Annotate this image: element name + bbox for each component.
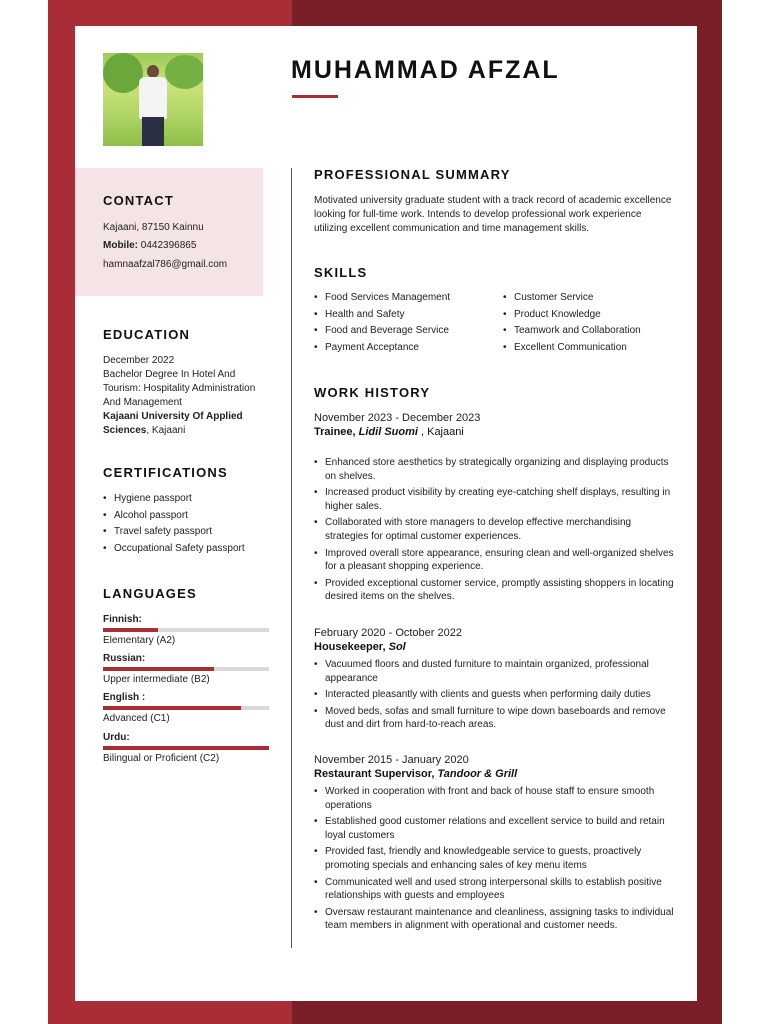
- job-bullet: • Improved overall store appearance, ensuring clean and well-organized shelves for a pleasant shopping experience.: [314, 547, 674, 574]
- certification-item: • Travel safety passport: [103, 525, 273, 539]
- job-role: Housekeeper: [314, 641, 383, 653]
- job-bullet: • Provided exceptional customer service, promptly assisting shoppers in locating desired items on the shelves.: [314, 577, 674, 604]
- language-bar: [103, 746, 269, 750]
- job-company: Sol: [388, 641, 406, 653]
- work-history-title: WORK HISTORY: [314, 385, 431, 400]
- skill-item: • Health and Safety: [314, 308, 494, 322]
- education-school-line: [103, 410, 271, 438]
- job-bullet: • Interacted pleasantly with clients and guests when performing daily duties: [314, 688, 674, 702]
- job-company: Lidil Suomi: [358, 426, 418, 438]
- contact-email: hamnaafzal786@gmail.com: [103, 259, 228, 270]
- job-role: Restaurant Supervisor: [314, 768, 432, 780]
- language-bar: [103, 667, 269, 671]
- job-entry-supervisor: [314, 753, 674, 936]
- job-dates: February 2020 - October 2022: [314, 627, 462, 639]
- education-date: December 2022: [103, 355, 175, 366]
- language-level: Elementary (A2): [103, 635, 176, 646]
- language-level: Bilingual or Proficient (C2): [103, 753, 220, 764]
- education-title: EDUCATION: [103, 327, 191, 342]
- job-bullet: • Established good customer relations and excellent service to build and retain loyal customers: [314, 815, 674, 842]
- job-bullet: • Increased product visibility by creating eye-catching shelf displays, resulting in higher sales.: [314, 486, 674, 513]
- language-english: [103, 691, 269, 725]
- job-bullet: • Enhanced store aesthetics by strategically organizing and displaying products on shelves.: [314, 456, 674, 483]
- language-bar: [103, 628, 269, 632]
- language-level: Upper intermediate (B2): [103, 674, 210, 685]
- certifications-title: CERTIFICATIONS: [103, 465, 228, 480]
- skill-item: • Customer Service: [503, 291, 683, 305]
- language-urdu: [103, 731, 269, 765]
- name-underline: [292, 95, 338, 98]
- job-bullet: • Vacuumed floors and dusted furniture to maintain organized, professional appearance: [314, 658, 674, 685]
- job-title-line: Housekeeper, Sol: [314, 641, 406, 653]
- job-bullets: [314, 785, 674, 933]
- job-dates: November 2015 - January 2020: [314, 754, 469, 766]
- language-name: Urdu:: [103, 732, 130, 743]
- job-company: Tandoor & Grill: [437, 768, 518, 780]
- job-title-line: Trainee, Lidil Suomi , Kajaani: [314, 426, 464, 438]
- certification-item: • Hygiene passport: [103, 492, 273, 506]
- education-school: Kajaani University Of Applied Sciences: [103, 411, 243, 436]
- education-city: , Kajaani: [146, 425, 186, 436]
- job-entry-housekeeper: [314, 626, 674, 735]
- language-bar: [103, 706, 269, 710]
- language-name: Finnish:: [103, 614, 142, 625]
- job-bullet: • Communicated well and used strong interpersonal skills to establish positive relationships with guests and employees: [314, 876, 674, 903]
- job-bullet: • Moved beds, sofas and small furniture to wipe down baseboards and remove dust and dirt from hard-to-reach areas.: [314, 705, 674, 732]
- skill-item: • Food and Beverage Service: [314, 324, 494, 338]
- contact-title: CONTACT: [103, 193, 174, 208]
- mobile-number: 0442396865: [140, 240, 197, 251]
- job-bullet: • Collaborated with store managers to develop effective merchandising strategies for optimal customer experiences.: [314, 516, 674, 543]
- contact-address: Kajaani, 87150 Kainnu: [103, 222, 204, 233]
- summary-text: Motivated university graduate student with a track record of academic excellence looking for full-time work. Intends to develop professional work experience utilizing excellent communication and time management skills.: [314, 195, 672, 234]
- certification-item: • Occupational Safety passport: [103, 542, 273, 556]
- profile-photo: [103, 53, 203, 146]
- job-title-line: Restaurant Supervisor, Tandoor & Grill: [314, 768, 518, 780]
- skills-title: SKILLS: [314, 265, 368, 280]
- language-bar-fill: [103, 706, 241, 710]
- candidate-name: MUHAMMAD AFZAL: [291, 56, 560, 84]
- job-bullet: • Worked in cooperation with front and back of house staff to ensure smooth operations: [314, 785, 674, 812]
- language-russian: [103, 652, 269, 686]
- skill-item: • Food Services Management: [314, 291, 494, 305]
- certification-item: • Alcohol passport: [103, 509, 273, 523]
- language-bar-fill: [103, 746, 269, 750]
- resume-page: [75, 26, 697, 1001]
- job-city: , Kajaani: [417, 426, 464, 438]
- job-role: Trainee: [314, 426, 353, 438]
- skills-list-left: [314, 291, 494, 357]
- skill-item: • Excellent Communication: [503, 341, 683, 355]
- languages-title: LANGUAGES: [103, 586, 197, 601]
- column-divider: [291, 168, 292, 948]
- skill-item: • Teamwork and Collaboration: [503, 324, 683, 338]
- contact-mobile: [103, 239, 196, 253]
- language-name: Russian:: [103, 653, 146, 664]
- job-bullets: [314, 456, 674, 604]
- language-level: Advanced (C1): [103, 713, 170, 724]
- job-bullet: • Provided fast, friendly and knowledgeable service to guests, proactively promoting specials and enhancing sales of key menu items: [314, 845, 674, 872]
- job-entry-trainee: [314, 411, 674, 607]
- job-bullet: • Oversaw restaurant maintenance and cleanliness, assigning tasks to individual team members in alignment with operational and customer needs.: [314, 906, 674, 933]
- skill-item: • Product Knowledge: [503, 308, 683, 322]
- summary-title: PROFESSIONAL SUMMARY: [314, 167, 511, 182]
- language-bar-fill: [103, 628, 158, 632]
- job-dates: November 2023 - December 2023: [314, 412, 481, 424]
- language-finnish: [103, 613, 269, 647]
- skill-item: • Payment Acceptance: [314, 341, 494, 355]
- education-degree: Bachelor Degree In Hotel And Tourism: Hospitality Administration And Management: [103, 369, 256, 408]
- language-bar-fill: [103, 667, 214, 671]
- certifications-list: [103, 492, 273, 558]
- mobile-label: Mobile:: [103, 240, 138, 251]
- language-name: English :: [103, 692, 146, 703]
- education-block: [103, 354, 271, 438]
- job-bullets: [314, 658, 674, 732]
- skills-list-right: [503, 291, 683, 357]
